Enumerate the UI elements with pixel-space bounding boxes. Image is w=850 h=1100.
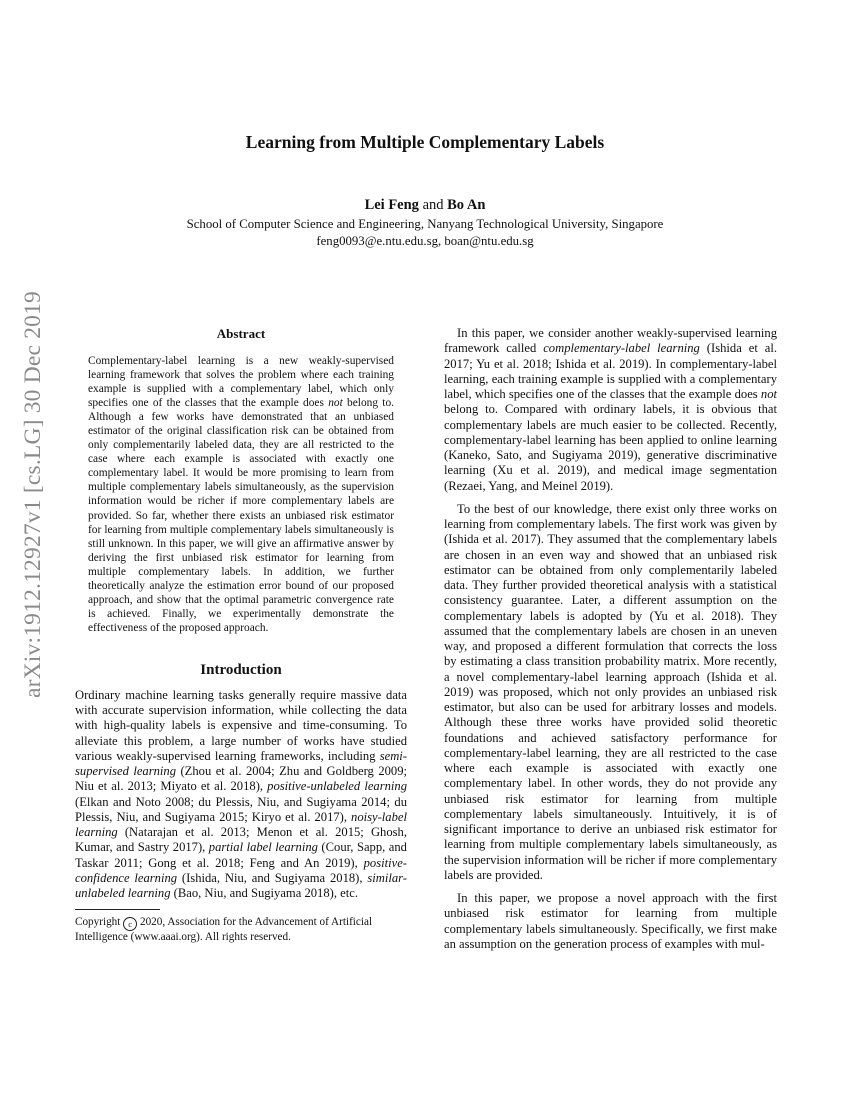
author-conjunction: and (422, 197, 444, 213)
emphasis: similar-unlabeled learning (75, 870, 407, 901)
affiliation: School of Computer Science and Engineering, Nanyang Technological University, Singapore (186, 217, 664, 231)
copyright-footnote (75, 916, 407, 945)
paper-title: Learning from Multiple Complementary Labels (245, 132, 605, 152)
text-run: (Zhou et al. 2004; Zhu and Goldberg 2009; Niu et al. 2013; Miyato et al. 2018), (75, 764, 407, 794)
text-run: Ordinary machine learning tasks generally require massive data with accurate supervision information, while collecting the data with high-quality labels is expensive and time-consuming. To alleviate this problem, a large number of works have studied various weakly-supervised learning frameworks, including (75, 687, 407, 763)
author-name: Bo An (447, 197, 486, 213)
introduction-heading: Introduction (200, 661, 282, 678)
text-run: In this paper, we consider another weakly-supervised learning framework called (444, 326, 777, 356)
text-run: belong to. Compared with ordinary labels, it is obvious that complementary labels are much easier to be collected. Recently, complementary-label learning has been applied to online learning (Kaneko, Sato, and Sugiyama 2019), generative discriminative learning (Xu et al. 2019), and medical image segmentation (Rezaei, Yang, and Meinel 2019). (444, 402, 777, 493)
abstract-text-part: belong to. Although a few works have demonstrated that an unbiased estimator of the original classification risk can be obtained from only complementarily labeled data, they are all restricted to the case where each example is associated with exactly one complementary label. It would be more promising to learn from multiple complementary labels simultaneously, as the supervision information would be richer if more complementary labels are provided. So far, whether there exists an unbiased risk estimator for learning from multiple complementary labels simultaneously is still unknown. In this paper, we will give an affirmative answer by deriving the first unbiased risk estimator for learning from multiple complementary labels. In addition, we further theoretically analyze the estimation error bound of our proposed approach, and show that the optimal parametric convergence rate is achieved. Finally, we experimentally demonstrate the effectiveness of the proposed approach. (88, 397, 395, 634)
intro-paragraph-4: In this paper, we propose a novel approach with the first unbiased risk estimator for learning from multiple complementary labels simultaneously. Specifically, we first make an assumption on the generation process of examples with mul- (444, 891, 777, 951)
emphasis: positive-confidence learning (75, 855, 407, 885)
text-run: (Ishida et al. 2017; Yu et al. 2018; Ishida et al. 2019). In complementary-label learning, each training example is supplied with a complementary label, which specifies one of the classes that the example does (444, 341, 777, 401)
affiliation-block (0, 216, 850, 249)
author-emails: feng0093@e.ntu.edu.sg, boan@ntu.edu.sg (316, 233, 534, 248)
abstract-text (88, 354, 394, 635)
right-column (444, 326, 777, 952)
text-run: (Ishida, Niu, and Sugiyama 2018), (177, 870, 368, 885)
intro-paragraph-3: To the best of our knowledge, there exist only three works on learning from complementary labels. The first work was given by (Ishida et al. 2017). They assumed that the complementary labels are chosen in an even way and showed that an unbiased risk estimator can be obtained from only complementarily labeled data. They further provided theoretical analysis with a statistical consistency guarantee. Later, a different assumption on the complementary labels is adopted by (Yu et al. 2018). They assumed that the complementary labels are chosen in an uneven way, and proposed a different formulation that corrects the loss by estimating a class transition probability matrix. More recently, a novel complementary-label learning approach (Ishida et al. 2019) was proposed, which not only provides an unbiased risk estimator, but also can be used for arbitrary losses and models. Although these three works have provided solid theoretic foundations and achieved satisfactory performance for complementary-label learning, they are all restricted to the case where each example is associated with exactly one complementary label. In other words, they do not provide any unbiased risk estimator for learning from multiple complementary labels simultaneously. Intuitively, it is of significant importance to derive an unbiased risk estimator for learning from multiple complementary labels simultaneously, as the supervision information will be richer if more complementary labels are provided. (444, 501, 777, 882)
emphasis: noisy-label learning (75, 809, 407, 840)
copyright-icon: c (123, 917, 137, 931)
emphasis: positive-unlabeled learning (267, 779, 408, 794)
copyright-text: 2020, Association for the Advancement of Artificial Intelligence (www.aaai.org). All rights reserved. (75, 916, 373, 944)
text-run: (Natarajan et al. 2013; Menon et al. 2015; Ghosh, Kumar, and Sastry 2017), (75, 825, 407, 855)
text-run: (Bao, Niu, and Sugiyama 2018), etc. (170, 886, 358, 901)
text-run: (Elkan and Noto 2008; du Plessis, Niu, and Sugiyama 2014; du Plessis, Niu, and Sugiyama 2015; Kiryo et al. 2017), (75, 794, 407, 824)
intro-paragraph-2 (444, 326, 777, 494)
author-name: Lei Feng (364, 197, 419, 213)
abstract-text-part: Complementary-label learning is a new weakly-supervised learning framework that solves the problem where each training example is supplied with a complementary label, which only specifies one of the classes that the example does (88, 355, 394, 410)
left-column (75, 326, 407, 945)
intro-paragraph-1 (75, 688, 407, 902)
abstract-heading: Abstract (216, 326, 266, 341)
text-run: (Cour, Sapp, and Taskar 2011; Gong et al. 2018; Feng and An 2019), (75, 840, 407, 870)
emphasis: semi-supervised learning (75, 748, 407, 779)
emphasis: partial label learning (208, 840, 318, 855)
footnote-divider (75, 909, 160, 910)
author-line (0, 197, 850, 214)
abstract-emphasis: not (328, 397, 343, 410)
emphasis: complementary-label learning (543, 341, 700, 356)
copyright-prefix: Copyright (75, 916, 121, 929)
arxiv-stamp (8, 290, 60, 698)
arxiv-identifier: arXiv:1912.12927v1 [cs.LG] 30 Dec 2019 (20, 290, 47, 698)
emphasis: not (760, 387, 777, 401)
